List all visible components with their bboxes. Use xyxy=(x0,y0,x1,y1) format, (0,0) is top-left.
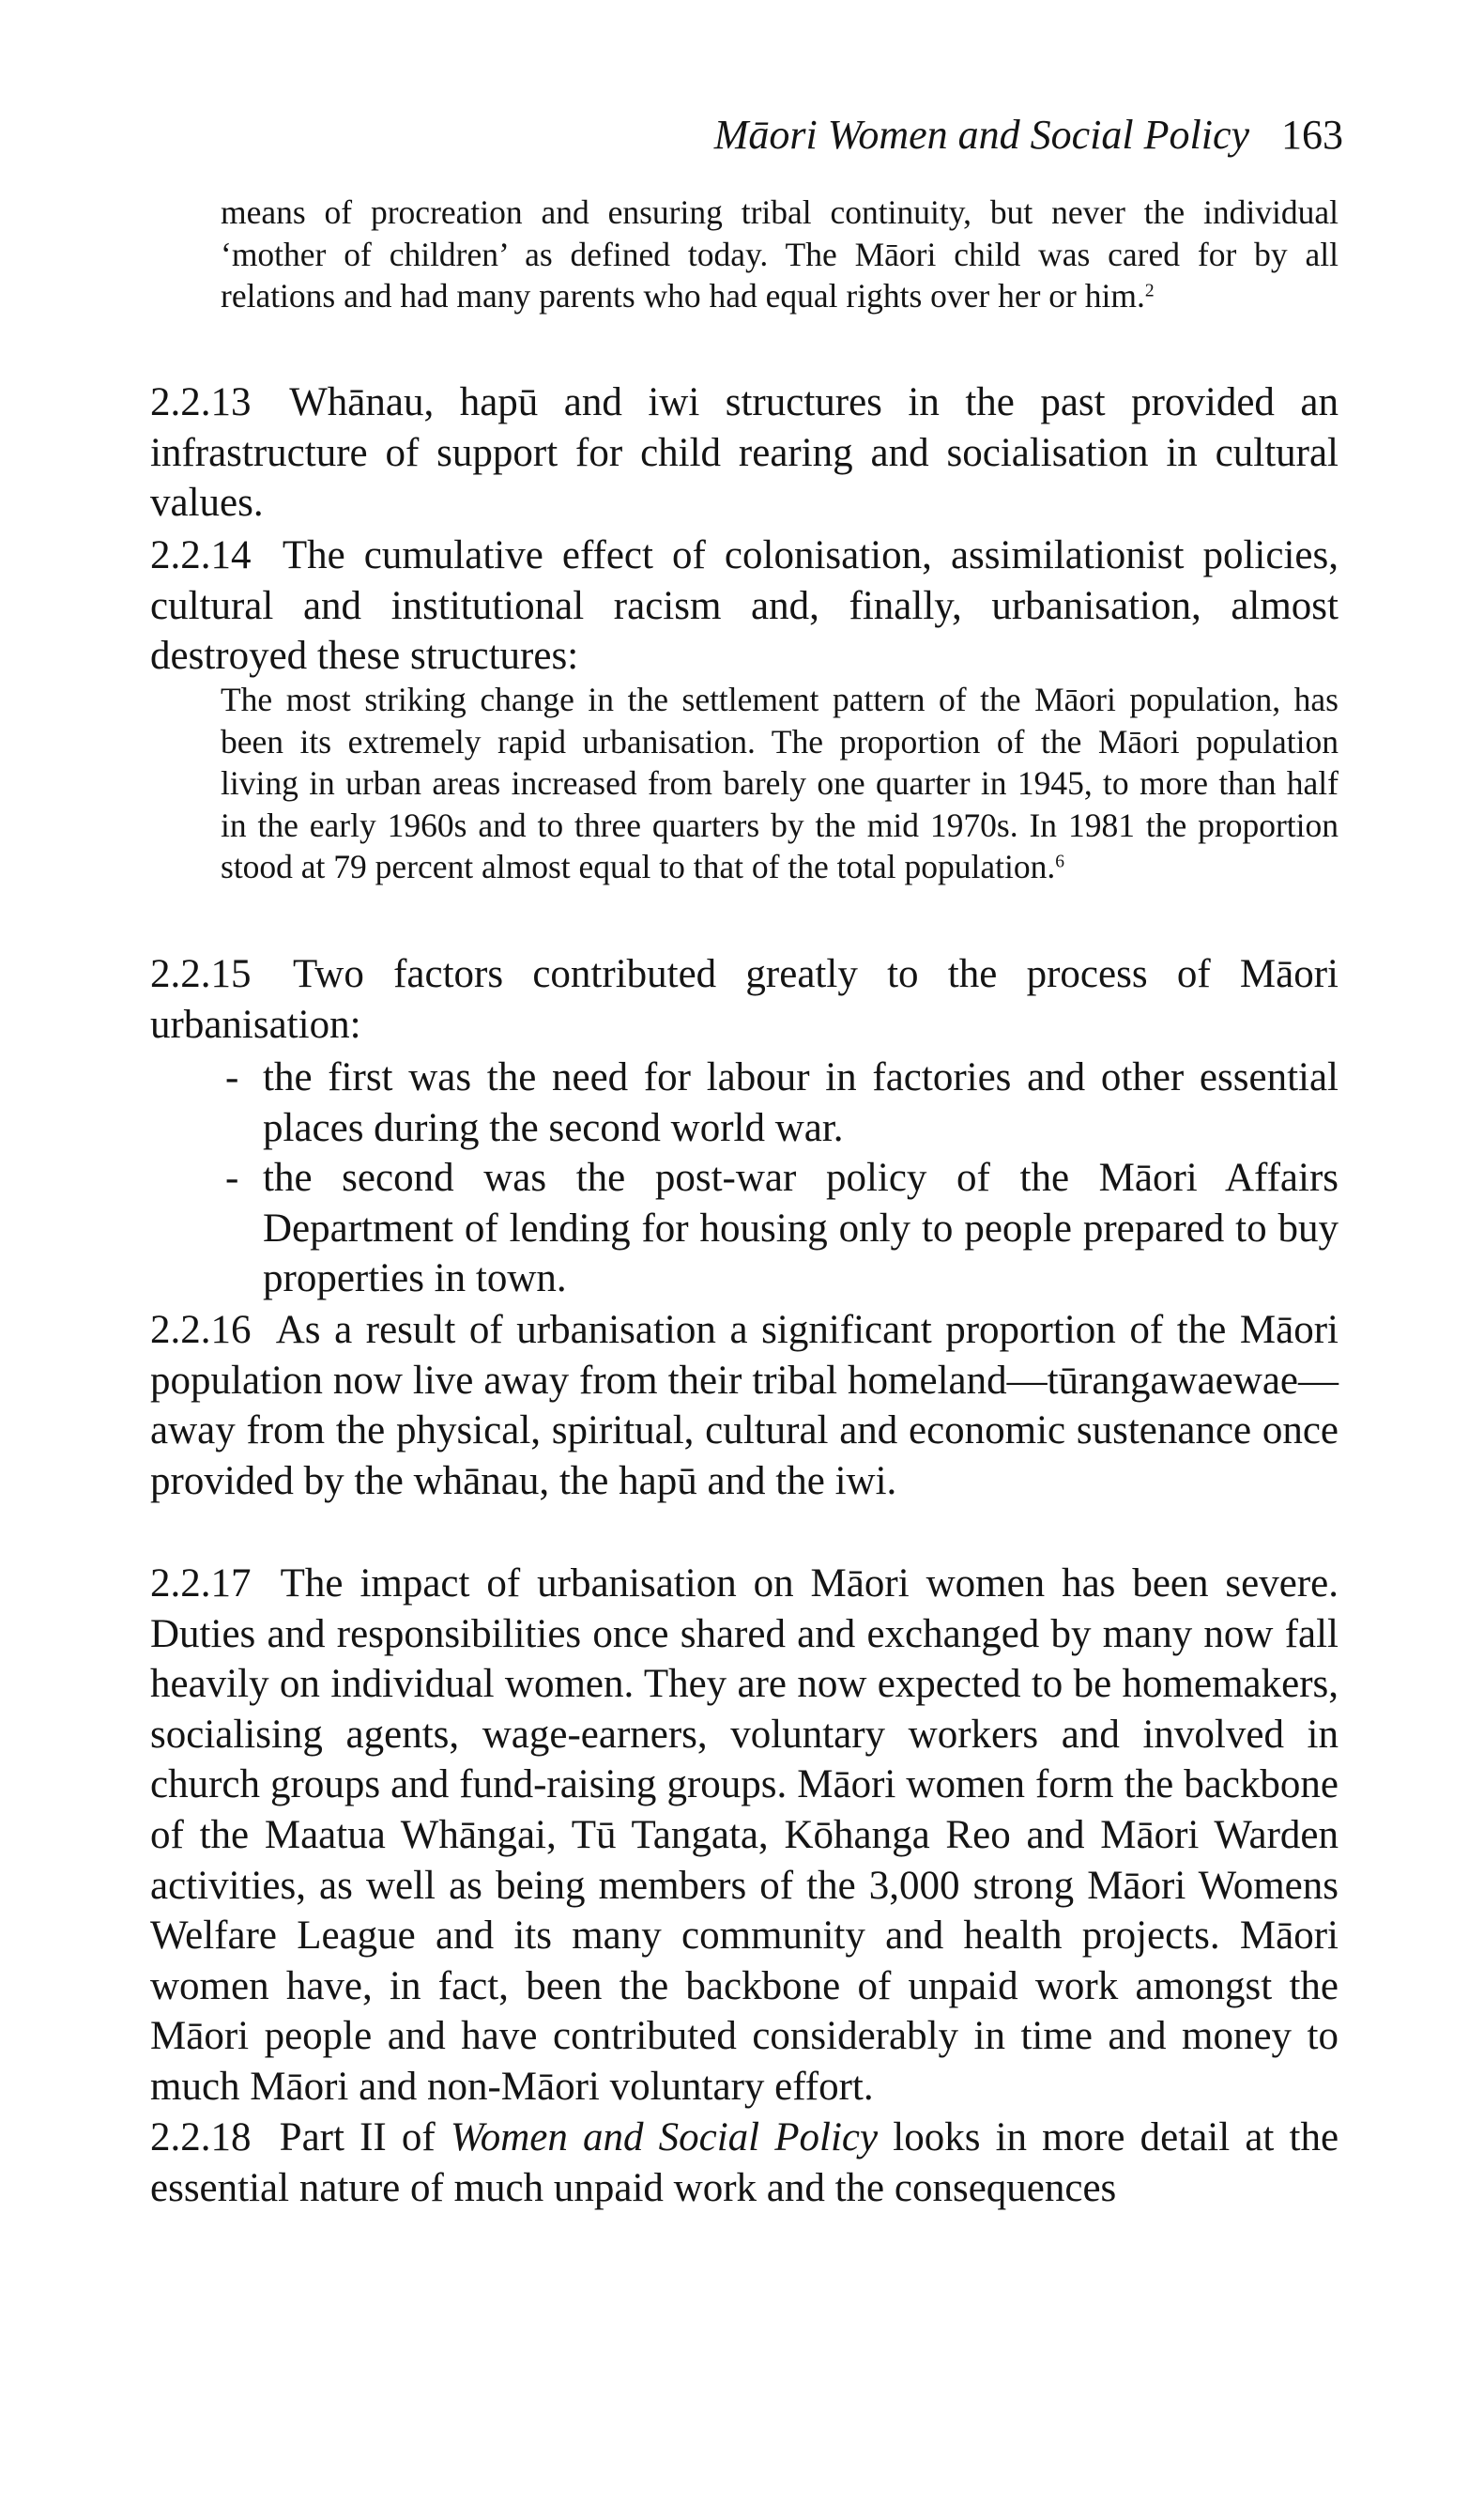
list-dash: - xyxy=(225,1055,239,1099)
paragraph-text-end: looks in more detail at the essential nature of much unpaid work and the consequences xyxy=(150,2115,1339,2210)
paragraph-2-2-17 xyxy=(150,1559,1339,2113)
list-item-text: the second was the post-war policy of the Māori Affairs Department of lending for housing only to people prepared to buy properties in town. xyxy=(263,1156,1339,1301)
list-item xyxy=(225,1153,1339,1304)
block-quote xyxy=(221,679,1339,888)
paragraph-2-2-15 xyxy=(150,949,1339,1050)
footnote-ref: 6 xyxy=(1055,852,1065,872)
continued-paragraph xyxy=(221,192,1339,317)
list-item xyxy=(225,1053,1339,1153)
list-item-text: the first was the need for labour in factories and other essential places during the second world war. xyxy=(263,1055,1339,1150)
running-title: Māori Women and Social Policy xyxy=(713,112,1249,158)
paragraph-number: 2.2.16 xyxy=(150,1308,252,1352)
paragraph-number: 2.2.14 xyxy=(150,533,252,577)
paragraph-text: The cumulative effect of colonisation, assimilationist policies, cultural and institutional racism and, finally, urbanisation, almost destroyed these structures: xyxy=(150,533,1339,679)
paragraph-number: 2.2.18 xyxy=(150,2115,252,2159)
paragraph-text: Two factors contributed greatly to the process of Māori urbanisation: xyxy=(150,952,1339,1047)
paragraph-2-2-13 xyxy=(150,377,1339,529)
book-title: Women and Social Policy xyxy=(450,2115,879,2159)
page-number: 163 xyxy=(1281,112,1343,158)
paragraph-text: The impact of urbanisation on Māori women has been severe. Duties and responsibilities once shared and exchanged by many now fall heavily on individual women. They are now expected to be homemakers, socialising agents, wage-earners, voluntary workers and involved in church groups and fund-raising groups. Māori women form the backbone of the Maatua Whāngai, Tū Tangata, Kōhanga Reo and Māori Warden activities, as well as being members of the 3,000 strong Māori Womens Welfare League and its many community and health projects. Māori women have, in fact, been the backbone of unpaid work amongst the Māori people and have contributed considerably in time and money to much Māori and non-Māori voluntary effort. xyxy=(150,1561,1339,2109)
paragraph-text: means of procreation and ensuring tribal continuity, but never the individual ‘mother of children’ as defined today. The Māori child was cared for by all relations and had many parents who had equal rights over her or him. xyxy=(221,193,1339,315)
paragraph-text: Whānau, hapū and iwi structures in the past provided an infrastructure of support for child rearing and socialisation in cultural values. xyxy=(150,380,1339,526)
paragraph-number: 2.2.15 xyxy=(150,952,252,996)
list-dash: - xyxy=(225,1156,239,1200)
quote-text: The most striking change in the settlement pattern of the Māori population, has been its extremely rapid urbanisation. The proportion of the Māori population living in urban areas increased from barely one quarter in 1945, to more than half in the early 1960s and to three quarters by the mid 1970s. In 1981 the proportion stood at 79 percent almost equal to that of the total population. xyxy=(221,681,1339,886)
footnote-ref: 2 xyxy=(1144,281,1155,301)
paragraph-number: 2.2.17 xyxy=(150,1561,252,1606)
paragraph-2-2-14 xyxy=(150,530,1339,682)
paragraph-text: As a result of urbanisation a significant proportion of the Māori population now live away from their tribal homeland—tūrangawaewae—away from the physical, spiritual, cultural and economic sustenance once provided by the whānau, the hapū and the iwi. xyxy=(150,1308,1339,1503)
paragraph-2-2-18 xyxy=(150,2113,1339,2213)
paragraph-2-2-16 xyxy=(150,1305,1339,1506)
paragraph-number: 2.2.13 xyxy=(150,380,252,424)
running-header xyxy=(714,111,1343,159)
paragraph-text-start: Part II of xyxy=(279,2115,436,2159)
